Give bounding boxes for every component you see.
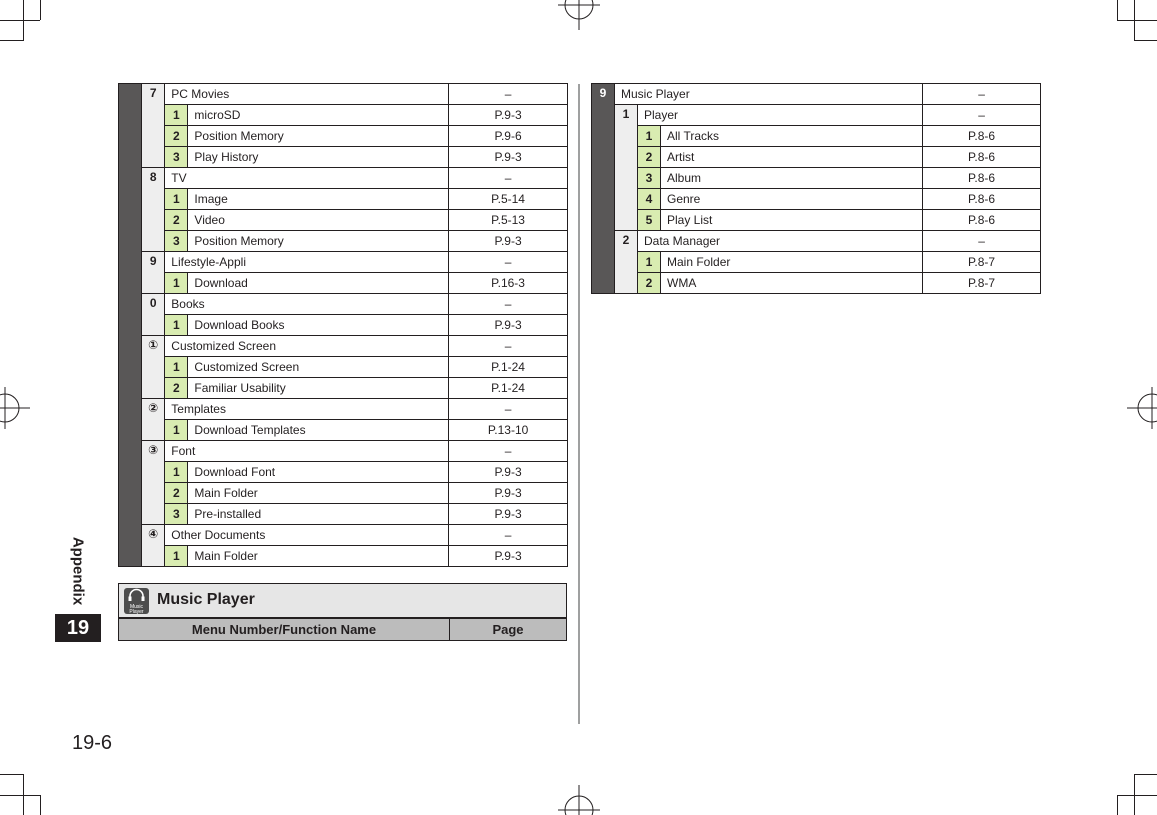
submenu-name: Customized Screen bbox=[188, 357, 449, 378]
submenu-number: 3 bbox=[165, 504, 188, 525]
submenu-page: P.8-6 bbox=[923, 126, 1041, 147]
submenu-page: P.1-24 bbox=[449, 378, 568, 399]
submenu-name: Main Folder bbox=[661, 252, 923, 273]
menu-page: – bbox=[923, 105, 1041, 126]
submenu-number: 1 bbox=[165, 462, 188, 483]
menu-number: 1 bbox=[615, 105, 638, 231]
submenu-page: P.9-6 bbox=[449, 126, 568, 147]
submenu-page: P.8-7 bbox=[923, 252, 1041, 273]
submenu-name: All Tracks bbox=[661, 126, 923, 147]
chapter-number-badge: 19 bbox=[55, 614, 101, 642]
table-row bbox=[119, 483, 568, 504]
table-row bbox=[119, 378, 568, 399]
menu-number: 2 bbox=[615, 231, 638, 294]
menu-page: – bbox=[449, 84, 568, 105]
registration-mark-left bbox=[0, 387, 30, 429]
submenu-page: P.9-3 bbox=[449, 546, 568, 567]
submenu-number: 2 bbox=[638, 147, 661, 168]
submenu-name: Familiar Usability bbox=[188, 378, 449, 399]
column-header-page: Page bbox=[449, 618, 567, 641]
music-player-icon bbox=[124, 588, 149, 614]
table-row bbox=[119, 147, 568, 168]
table-row bbox=[119, 546, 568, 567]
submenu-number: 1 bbox=[165, 420, 188, 441]
music-player-section-title: Music Player bbox=[157, 591, 255, 608]
submenu-page: P.9-3 bbox=[449, 504, 568, 525]
left-menu-table bbox=[118, 83, 568, 567]
menu-page: – bbox=[449, 252, 568, 273]
submenu-page: P.5-14 bbox=[449, 189, 568, 210]
submenu-name: Download Font bbox=[188, 462, 449, 483]
table-row bbox=[592, 252, 1041, 273]
menu-number: 0 bbox=[142, 294, 165, 336]
submenu-number: 1 bbox=[165, 357, 188, 378]
submenu-number: 1 bbox=[165, 189, 188, 210]
submenu-page: P.5-13 bbox=[449, 210, 568, 231]
submenu-name: WMA bbox=[661, 273, 923, 294]
table-row bbox=[119, 273, 568, 294]
table-row bbox=[119, 105, 568, 126]
menu-page: – bbox=[449, 399, 568, 420]
submenu-name: Play History bbox=[188, 147, 449, 168]
submenu-number: 1 bbox=[165, 105, 188, 126]
submenu-name: Download Books bbox=[188, 315, 449, 336]
submenu-number: 1 bbox=[638, 126, 661, 147]
menu-name: Other Documents bbox=[165, 525, 449, 546]
table-row bbox=[119, 294, 568, 315]
menu-number: ④ bbox=[142, 525, 165, 567]
submenu-page: P.9-3 bbox=[449, 147, 568, 168]
submenu-name: Artist bbox=[661, 147, 923, 168]
submenu-number: 4 bbox=[638, 189, 661, 210]
submenu-number: 1 bbox=[165, 273, 188, 294]
submenu-number: 3 bbox=[638, 168, 661, 189]
submenu-number: 1 bbox=[638, 252, 661, 273]
table-row bbox=[592, 210, 1041, 231]
menu-number: ① bbox=[142, 336, 165, 399]
menu-page: – bbox=[449, 168, 568, 189]
submenu-name: Position Memory bbox=[188, 126, 449, 147]
submenu-number: 3 bbox=[165, 231, 188, 252]
submenu-number: 3 bbox=[165, 147, 188, 168]
menu-name: Data Manager bbox=[638, 231, 923, 252]
submenu-number: 2 bbox=[165, 126, 188, 147]
submenu-page: P.9-3 bbox=[449, 315, 568, 336]
page-number: 19-6 bbox=[72, 732, 113, 754]
submenu-page: P.13-10 bbox=[449, 420, 568, 441]
table-row bbox=[592, 168, 1041, 189]
submenu-page: P.8-6 bbox=[923, 210, 1041, 231]
table-row bbox=[119, 399, 568, 420]
submenu-number: 1 bbox=[165, 546, 188, 567]
table-row bbox=[119, 441, 568, 462]
table-row bbox=[119, 336, 568, 357]
menu-page: – bbox=[449, 441, 568, 462]
menu-name: Books bbox=[165, 294, 449, 315]
table-row bbox=[592, 126, 1041, 147]
submenu-name: microSD bbox=[188, 105, 449, 126]
menu-number: ② bbox=[142, 399, 165, 441]
menu-number: 7 bbox=[142, 84, 165, 168]
headphones-icon bbox=[124, 588, 149, 602]
submenu-page: P.9-3 bbox=[449, 462, 568, 483]
column-divider bbox=[578, 84, 580, 724]
music-player-icon-label: Music Player bbox=[129, 604, 144, 615]
submenu-name: Play List bbox=[661, 210, 923, 231]
table-row bbox=[119, 168, 568, 189]
menu-number: 9 bbox=[142, 252, 165, 294]
table-row bbox=[592, 273, 1041, 294]
submenu-number: 2 bbox=[165, 483, 188, 504]
table-row bbox=[119, 315, 568, 336]
table-row bbox=[119, 126, 568, 147]
menu-number: ③ bbox=[142, 441, 165, 525]
table-row bbox=[592, 147, 1041, 168]
submenu-page: P.8-6 bbox=[923, 168, 1041, 189]
submenu-number: 1 bbox=[165, 315, 188, 336]
submenu-name: Album bbox=[661, 168, 923, 189]
menu-name: Templates bbox=[165, 399, 449, 420]
table-row bbox=[592, 189, 1041, 210]
registration-mark-right bbox=[1127, 387, 1157, 429]
menu-page: – bbox=[923, 84, 1041, 105]
submenu-name: Download bbox=[188, 273, 449, 294]
menu-number: 8 bbox=[142, 168, 165, 252]
table-row bbox=[592, 105, 1041, 126]
submenu-page: P.9-3 bbox=[449, 105, 568, 126]
submenu-number: 2 bbox=[638, 273, 661, 294]
table-row bbox=[119, 357, 568, 378]
menu-name: Lifestyle-Appli bbox=[165, 252, 449, 273]
table-row bbox=[119, 420, 568, 441]
menu-page: – bbox=[449, 294, 568, 315]
menu-name: Customized Screen bbox=[165, 336, 449, 357]
column-header-function-name: Menu Number/Function Name bbox=[118, 618, 450, 641]
table-row bbox=[119, 504, 568, 525]
menu-name: Music Player bbox=[615, 84, 923, 105]
music-player-section-header bbox=[118, 583, 567, 618]
submenu-number: 2 bbox=[165, 378, 188, 399]
menu-page: – bbox=[449, 525, 568, 546]
submenu-number: 2 bbox=[165, 210, 188, 231]
submenu-name: Main Folder bbox=[188, 546, 449, 567]
submenu-page: P.1-24 bbox=[449, 357, 568, 378]
submenu-page: P.8-6 bbox=[923, 189, 1041, 210]
table-row bbox=[119, 84, 568, 105]
submenu-name: Position Memory bbox=[188, 231, 449, 252]
menu-number-top: 9 bbox=[592, 84, 615, 294]
submenu-page: P.9-3 bbox=[449, 483, 568, 504]
menu-name: Player bbox=[638, 105, 923, 126]
registration-mark-bottom bbox=[558, 785, 600, 815]
table-row bbox=[119, 189, 568, 210]
submenu-page: P.9-3 bbox=[449, 231, 568, 252]
table-row bbox=[592, 231, 1041, 252]
menu-page: – bbox=[923, 231, 1041, 252]
submenu-name: Image bbox=[188, 189, 449, 210]
submenu-page: P.8-6 bbox=[923, 147, 1041, 168]
table-row bbox=[119, 210, 568, 231]
right-menu-table bbox=[591, 83, 1041, 294]
table-row bbox=[119, 525, 568, 546]
right-menu-table-wrapper bbox=[591, 83, 1041, 294]
category-bar bbox=[119, 84, 142, 567]
submenu-page: P.8-7 bbox=[923, 273, 1041, 294]
submenu-page: P.16-3 bbox=[449, 273, 568, 294]
submenu-name: Genre bbox=[661, 189, 923, 210]
appendix-side-label: Appendix bbox=[69, 536, 87, 606]
submenu-name: Main Folder bbox=[188, 483, 449, 504]
submenu-name: Pre-installed bbox=[188, 504, 449, 525]
submenu-number: 5 bbox=[638, 210, 661, 231]
table-row bbox=[119, 462, 568, 483]
menu-page: – bbox=[449, 336, 568, 357]
left-menu-table-wrapper bbox=[118, 83, 568, 567]
submenu-name: Download Templates bbox=[188, 420, 449, 441]
table-row bbox=[119, 231, 568, 252]
menu-name: Font bbox=[165, 441, 449, 462]
menu-name: TV bbox=[165, 168, 449, 189]
menu-name: PC Movies bbox=[165, 84, 449, 105]
table-row bbox=[119, 252, 568, 273]
submenu-name: Video bbox=[188, 210, 449, 231]
table-row bbox=[592, 84, 1041, 105]
registration-mark-top bbox=[558, 0, 600, 30]
